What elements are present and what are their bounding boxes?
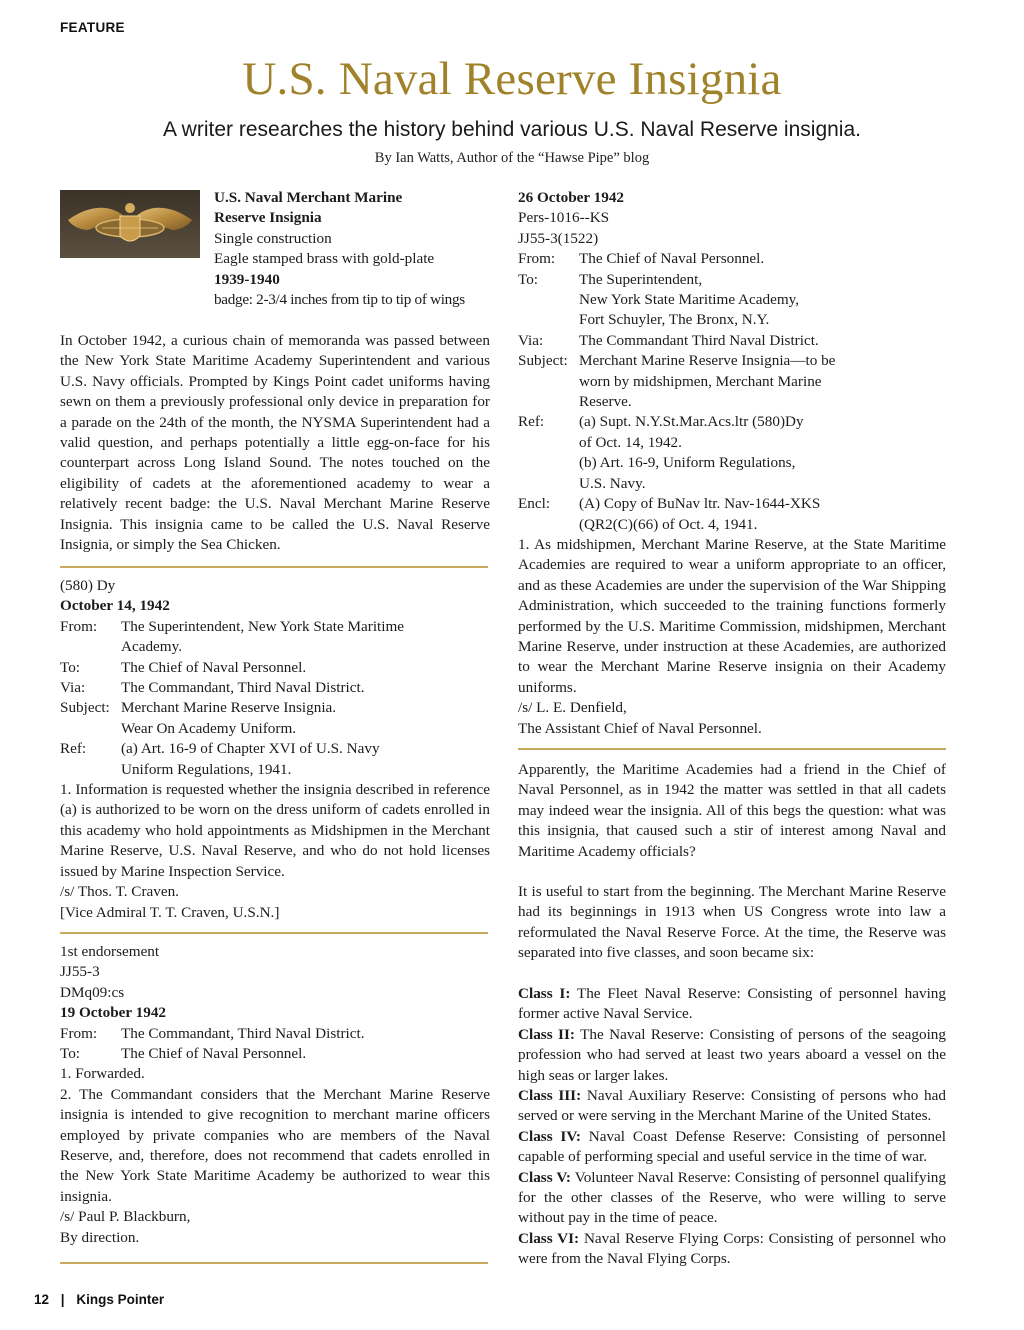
class-item bbox=[518, 1025, 946, 1086]
class-text: Volunteer Naval Reserve: Consisting of personnel qualifying for the other classes of the Reserve, who were willing to serve without pay in the time of peace. bbox=[518, 1168, 946, 1227]
memo3-code2: JJ55-3(1522) bbox=[518, 229, 599, 247]
memo3-ref-cont1: of Oct. 14, 1942. bbox=[579, 433, 682, 451]
memo2-item2: 2. The Commandant considers that the Merchant Marine Reserve insignia is intended to give recognition to merchant marine officers employed by private companies who are members of the Naval Reserve, and, therefore, does not recommend that cadets enrolled in the New York State Maritime Academy be authorized to wear this insignia. bbox=[60, 1085, 490, 1205]
publication-name: Kings Pointer bbox=[76, 1292, 165, 1307]
paragraph-beginning: It is useful to start from the beginning. The Merchant Marine Reserve had its beginnings in 1913 when US Congress wrote into law a reformulated the Naval Reserve Force. At the time, the Reserve was separated into five classes, and soon became six: bbox=[518, 883, 946, 962]
class-text: Naval Reserve Flying Corps: Consisting of personnel who were from the Naval Flying Corps. bbox=[518, 1229, 947, 1268]
memo3-subject-label: Subject: bbox=[518, 352, 568, 370]
memo1-signature: /s/ Thos. T. Craven. bbox=[60, 883, 179, 901]
memo3-subject-cont1: worn by midshipmen, Merchant Marine bbox=[579, 372, 822, 390]
memo1-to-value: The Chief of Naval Personnel. bbox=[121, 658, 307, 676]
memo3-code1: Pers-1016--KS bbox=[518, 209, 610, 227]
memo-endorsement bbox=[60, 942, 490, 1248]
memo1-ref-cont: Uniform Regulations, 1941. bbox=[121, 760, 292, 778]
memo3-ref bbox=[518, 412, 946, 432]
memo3-from-label: From: bbox=[518, 250, 556, 268]
class-label: Class VI: bbox=[518, 1229, 580, 1247]
article-subtitle: A writer researches the history behind various U.S. Naval Reserve insignia. bbox=[163, 118, 861, 141]
memo2-heading: 1st endorsement bbox=[60, 943, 160, 960]
insignia-years: 1939-1940 bbox=[214, 270, 280, 288]
memo1-from-label: From: bbox=[60, 617, 98, 635]
memo3-to-cont2: Fort Schuyler, The Bronx, N.Y. bbox=[579, 311, 770, 329]
memo2-item1: 1. Forwarded. bbox=[60, 1065, 145, 1083]
memo1-code: (580) Dy bbox=[60, 577, 116, 594]
memo2-direction: By direction. bbox=[60, 1228, 140, 1246]
divider-rule-1 bbox=[60, 566, 488, 568]
memo2-to-label: To: bbox=[60, 1045, 81, 1063]
memo1-via bbox=[60, 678, 490, 698]
class-label: Class III: bbox=[518, 1087, 582, 1105]
memo1-subject-value: Merchant Marine Reserve Insignia. bbox=[121, 699, 337, 717]
divider-rule-2 bbox=[60, 932, 488, 934]
memo3-to bbox=[518, 270, 946, 290]
memo3-encl-value: (A) Copy of BuNav ltr. Nav-1644-XKS bbox=[579, 495, 821, 513]
insignia-details bbox=[214, 188, 504, 310]
memo1-via-label: Via: bbox=[60, 679, 86, 697]
insignia-size: badge: 2-3/4 inches from tip to tip of wings bbox=[214, 291, 465, 309]
divider-rule-3 bbox=[60, 1262, 488, 1264]
memo2-code1: JJ55-3 bbox=[60, 963, 100, 981]
memo3-encl bbox=[518, 494, 946, 514]
memo3-to-label: To: bbox=[518, 270, 539, 288]
memo3-ref-label: Ref: bbox=[518, 413, 545, 431]
class-item bbox=[518, 984, 946, 1025]
memo2-signature: /s/ Paul P. Blackburn, bbox=[60, 1208, 191, 1226]
memo3-to-cont1: New York State Maritime Academy, bbox=[579, 291, 800, 309]
insignia-name-line2: Reserve Insignia bbox=[214, 209, 322, 227]
memo3-encl-cont: (QR2(C)(66) of Oct. 4, 1941. bbox=[579, 515, 758, 533]
insignia-name-line1: U.S. Naval Merchant Marine bbox=[214, 189, 403, 206]
class-text: Naval Coast Defense Reserve: Consisting of personnel capable of performing special and useful service in the time of war. bbox=[518, 1127, 946, 1166]
intro-paragraph: In October 1942, a curious chain of memoranda was passed between the New York State Maritime Academy Superintendent and various U.S. Navy officials. Prompted by Kings Point cadet uniforms having sewn on them a previously professional only device in preparation for a parade on the 24th of the month, the NYSMA Superintendent had a valid question, and perhaps potentially a little egg-on-face for his counterpart across Long Island Sound. The notes touched on the eligibility of cadets at the aforementioned academy to wear a relatively recent badge: the U.S. Naval Merchant Marine Reserve Insignia. This insignia came to be called the U.S. Naval Reserve Insignia, or simply the Sea Chicken. bbox=[60, 332, 490, 554]
memo1-from bbox=[60, 617, 490, 637]
memo1-via-value: The Commandant, Third Naval District. bbox=[121, 679, 365, 697]
class-text: The Fleet Naval Reserve: Consisting of personnel having former active Naval Service. bbox=[518, 985, 946, 1023]
memo2-from-label: From: bbox=[60, 1024, 98, 1042]
insignia-photo bbox=[60, 190, 200, 258]
memo1-subject bbox=[60, 698, 490, 718]
memo3-subject-value: Merchant Marine Reserve Insignia—to be bbox=[579, 352, 836, 370]
memo2-to bbox=[60, 1044, 490, 1064]
class-label: Class V: bbox=[518, 1168, 571, 1186]
insignia-material: Eagle stamped brass with gold-plate bbox=[214, 250, 435, 268]
memo2-to-value: The Chief of Naval Personnel. bbox=[121, 1045, 307, 1063]
memo3-ref-value: (a) Supt. N.Y.St.Mar.Acs.ltr (580)Dy bbox=[579, 413, 804, 431]
memo1-subject-cont: Wear On Academy Uniform. bbox=[121, 719, 297, 737]
memo1-to bbox=[60, 658, 490, 678]
memo3-subject bbox=[518, 351, 946, 371]
memo-oct-14 bbox=[60, 576, 490, 923]
divider-rule-4 bbox=[518, 748, 946, 750]
memo1-ref-label: Ref: bbox=[60, 740, 87, 758]
class-label: Class II: bbox=[518, 1025, 575, 1043]
memo3-via-label: Via: bbox=[518, 331, 544, 349]
page-footer bbox=[34, 1292, 164, 1307]
memo3-via-value: The Commandant Third Naval District. bbox=[579, 331, 819, 349]
class-text: Naval Auxiliary Reserve: Consisting of persons who had served or were serving in the Merchant Marine of the United States. bbox=[518, 1087, 946, 1125]
memo3-from bbox=[518, 249, 946, 269]
section-label: FEATURE bbox=[60, 20, 125, 35]
paragraph-apparently: Apparently, the Maritime Academies had a friend in the Chief of Naval Personnel, as in 1942 the matter was settled in that all cadets may indeed wear the insignia. All of this begs the question: what was this insignia, that caused such a stir of interest among Naval and Maritime Academy officials? bbox=[518, 761, 946, 860]
memo3-subject-cont2: Reserve. bbox=[579, 393, 632, 411]
memo3-encl-label: Encl: bbox=[518, 495, 551, 513]
class-item bbox=[518, 1086, 946, 1127]
memo3-from-value: The Chief of Naval Personnel. bbox=[579, 250, 765, 268]
article-title: U.S. Naval Reserve Insignia bbox=[242, 53, 782, 105]
class-text: The Naval Reserve: Consisting of persons of the seagoing profession who had served at least two years aboard a vessel on the high seas or larger lakes. bbox=[518, 1025, 946, 1084]
reserve-classes-list bbox=[518, 984, 946, 1270]
memo1-to-label: To: bbox=[60, 658, 81, 676]
byline: By Ian Watts, Author of the “Hawse Pipe” blog bbox=[374, 150, 650, 166]
memo1-ref bbox=[60, 739, 490, 759]
class-item bbox=[518, 1229, 946, 1270]
memo2-code2: DMq09:cs bbox=[60, 983, 125, 1001]
memo1-ref-value: (a) Art. 16-9 of Chapter XVI of U.S. Navy bbox=[121, 740, 380, 758]
class-item bbox=[518, 1127, 946, 1168]
memo1-from-cont: Academy. bbox=[121, 638, 183, 656]
memo2-date: 19 October 1942 bbox=[60, 1004, 167, 1022]
page-number: 12 bbox=[34, 1292, 50, 1307]
memo3-to-value: The Superintendent, bbox=[579, 270, 703, 288]
memo-oct-26 bbox=[518, 188, 946, 739]
class-item bbox=[518, 1168, 946, 1229]
memo1-subject-label: Subject: bbox=[60, 699, 110, 717]
memo3-signature-title: The Assistant Chief of Naval Personnel. bbox=[518, 719, 762, 737]
memo3-via bbox=[518, 331, 946, 351]
memo3-body: 1. As midshipmen, Merchant Marine Reserve, at the State Maritime Academies are required to wear a uniform appropriate to an officer, and as these Academies are under the supervision of the War Shipping Administration, which succeeded to the training functions formerly performed by the U.S. Maritime Commission, midshipmen, Merchant Marine Reserve, under instruction at these Academies, are authorized to wear the Merchant Marine Reserve insignia on their Academy uniforms. bbox=[518, 535, 946, 696]
memo1-date: October 14, 1942 bbox=[60, 597, 170, 615]
memo2-from bbox=[60, 1024, 490, 1044]
memo1-signature-note: [Vice Admiral T. T. Craven, U.S.N.] bbox=[60, 903, 280, 921]
memo1-from-value: The Superintendent, New York State Maritime bbox=[121, 617, 405, 635]
memo3-ref-cont2: (b) Art. 16-9, Uniform Regulations, bbox=[579, 454, 796, 472]
memo1-body: 1. Information is requested whether the insignia described in reference (a) is authorized to be worn on the dress uniform of cadets enrolled in this academy who hold appointments as Midshipmen in the Merchant Marine Reserve, U.S. Naval Reserve, and who do not hold licenses issued by Marine Inspection Service. bbox=[60, 781, 490, 880]
class-label: Class I: bbox=[518, 985, 571, 1002]
insignia-construction: Single construction bbox=[214, 229, 332, 247]
memo3-date: 26 October 1942 bbox=[518, 189, 625, 206]
memo3-ref-cont3: U.S. Navy. bbox=[579, 474, 646, 492]
memo2-from-value: The Commandant, Third Naval District. bbox=[121, 1024, 365, 1042]
footer-separator: | bbox=[60, 1292, 65, 1307]
class-label: Class IV: bbox=[518, 1127, 581, 1145]
memo3-signature: /s/ L. E. Denfield, bbox=[518, 699, 627, 717]
